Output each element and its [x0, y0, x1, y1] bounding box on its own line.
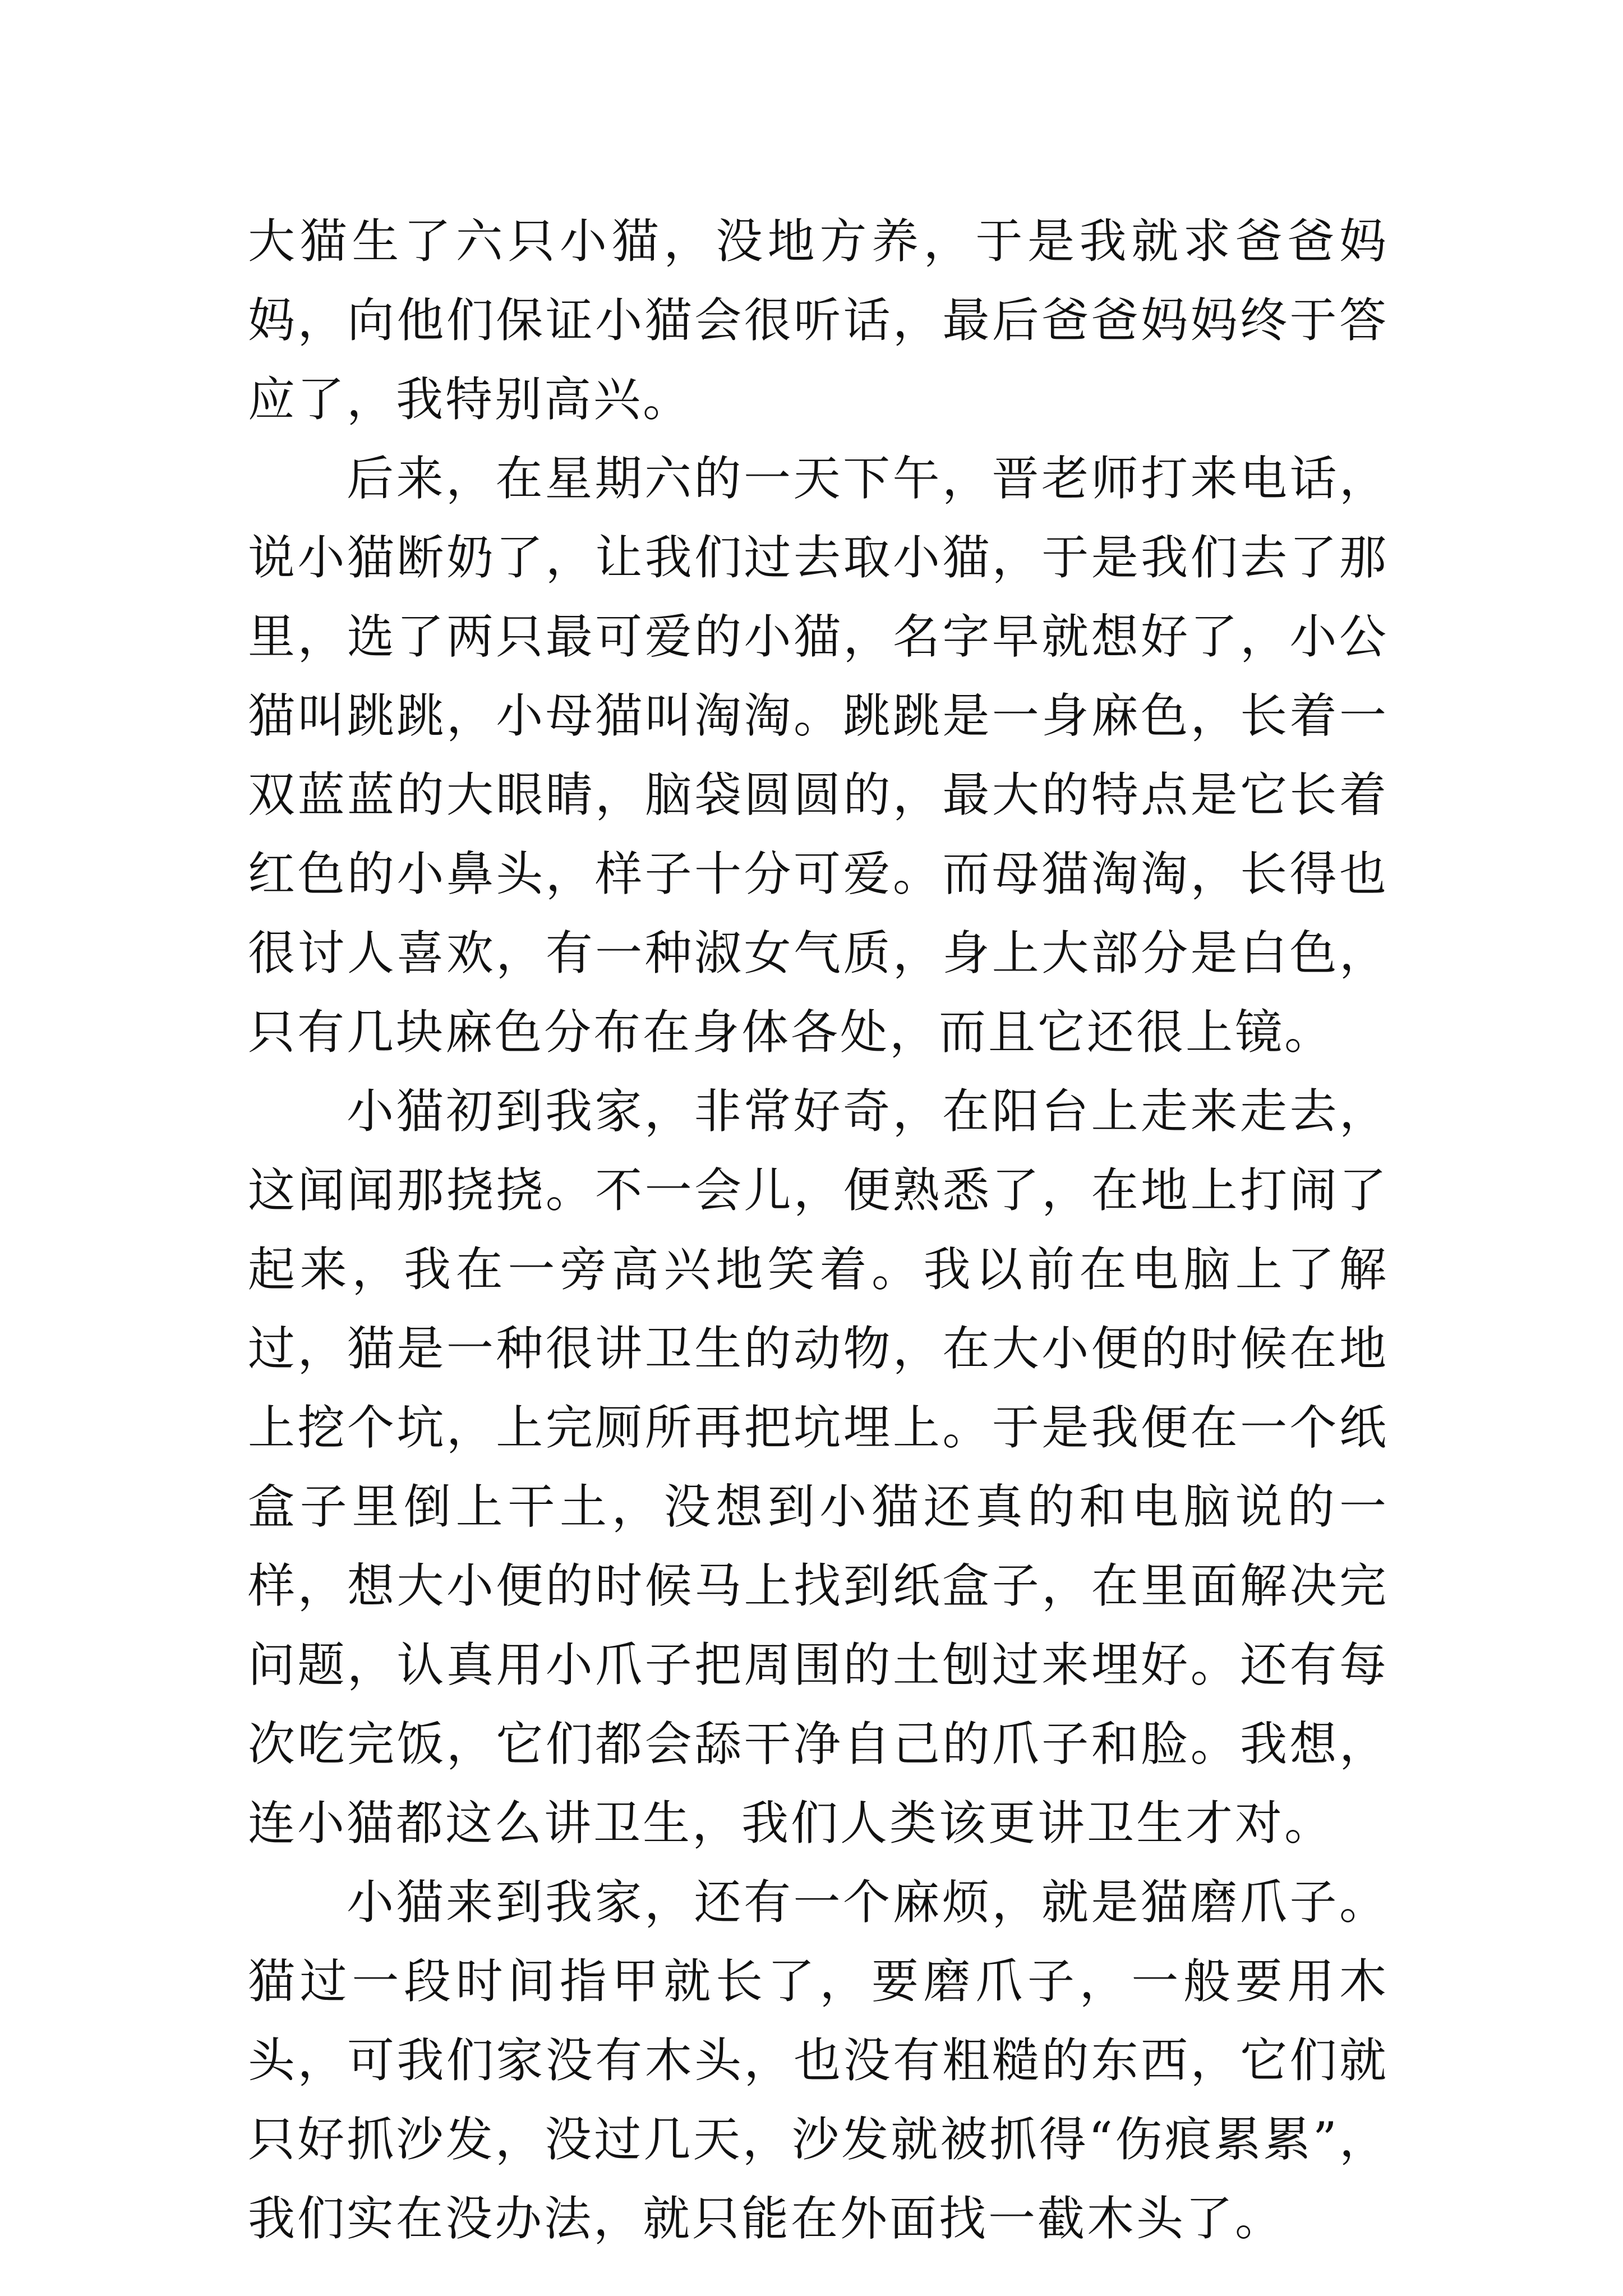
paragraph-3: 小猫初到我家，非常好奇，在阳台上走来走去，这闻闻那挠挠。不一会儿，便熟悉了，在地上打闹了起来，我在一旁高兴地笑着。我以前在电脑上了解过，猫是一种很讲卫生的动物，在大小便的时候在地上挖个坑，上完厕所再把坑埋上。于是我便在一个纸盒子里倒上干土，没想到小猫还真的和电脑说的一样，想大小便的时候马上找到纸盒子，在里面解决完问题，认真用小爪子把周围的土刨过来埋好。还有每次吃完饭，它们都会舔干净自己的爪子和脸。我想，连小猫都这么讲卫生，我们人类该更讲卫生才对。: [248, 1084, 1389, 1851]
body-text: [248, 202, 1389, 2258]
paragraph-2: 后来，在星期六的一天下午，晋老师打来电话，说小猫断奶了，让我们过去取小猫，于是我们去了那里，选了两只最可爱的小猫，名字早就想好了，小公猫叫跳跳，小母猫叫淘淘。跳跳是一身麻色，长着一双蓝蓝的大眼睛，脑袋圆圆的，最大的特点是它长着红色的小鼻头，样子十分可爱。而母猫淘淘，长得也很讨人喜欢，有一种淑女气质，身上大部分是白色，只有几块麻色分布在身体各处，而且它还很上镜。: [248, 451, 1389, 1060]
paragraph-1: 大猫生了六只小猫，没地方养，于是我就求爸爸妈妈，向他们保证小猫会很听话，最后爸爸妈妈终于答应了，我特别高兴。: [248, 214, 1389, 427]
paragraph-4: 小猫来到我家，还有一个麻烦，就是猫磨爪子。猫过一段时间指甲就长了，要磨爪子，一般要用木头，可我们家没有木头，也没有粗糙的东西，它们就只好抓沙发，没过几天，沙发就被抓得“伤痕累累”，我们实在没办法，就只能在外面找一截木头了。: [248, 1875, 1389, 2246]
